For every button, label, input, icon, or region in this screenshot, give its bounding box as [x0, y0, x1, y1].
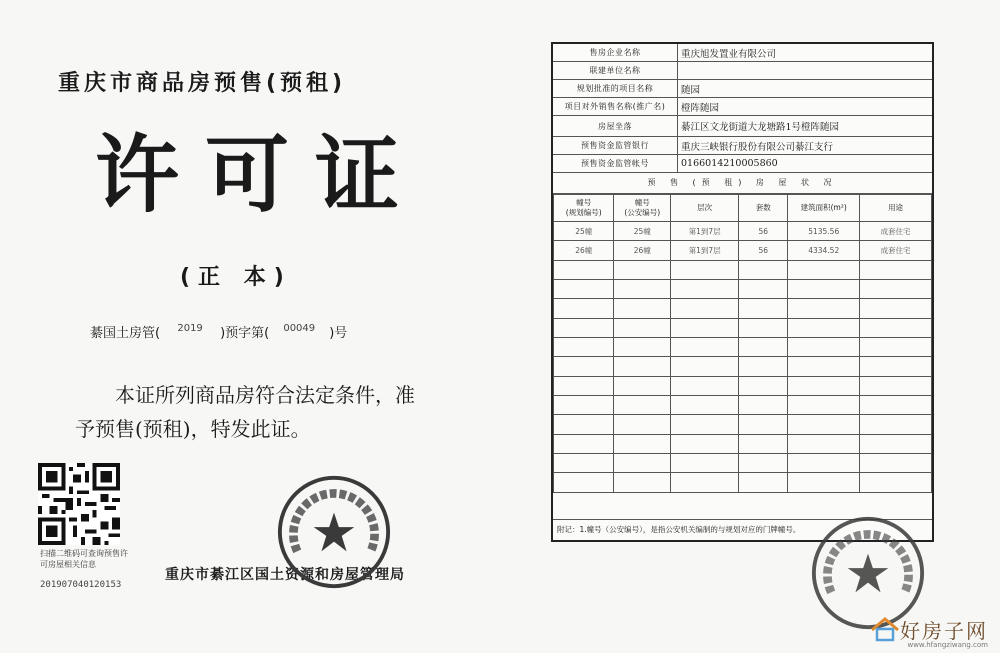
copy-type-label: (正 本) — [180, 265, 292, 290]
table-cell — [739, 260, 788, 279]
info-value: 随园 — [681, 84, 701, 96]
official-seal-icon — [276, 474, 392, 590]
table-cell — [614, 434, 671, 453]
table-cell: 第1到7层 — [671, 222, 739, 241]
table-cell: 26幢 — [554, 241, 614, 260]
permit-number-line — [90, 322, 347, 341]
table-cell — [554, 396, 614, 415]
table-cell: 5135.56 — [788, 222, 860, 241]
table-cell — [860, 357, 932, 376]
table-cell — [860, 318, 932, 337]
table-cell: 成套住宅 — [860, 241, 932, 260]
table-row — [554, 338, 932, 357]
info-row — [553, 137, 932, 155]
table-cell — [671, 434, 739, 453]
table-cell — [554, 473, 614, 492]
table-cell — [860, 434, 932, 453]
table-row — [554, 454, 932, 473]
permit-suffix: )号 — [329, 326, 348, 341]
info-row — [553, 44, 932, 62]
table-row — [554, 241, 932, 260]
table-cell — [739, 415, 788, 434]
table-cell: 第1到7层 — [671, 241, 739, 260]
table-cell — [739, 376, 788, 395]
info-key: 房屋坐落 — [553, 116, 678, 136]
presale-grid — [553, 194, 932, 493]
table-cell — [554, 415, 614, 434]
table-cell — [788, 376, 860, 395]
grid-column-header: 用途 — [860, 195, 932, 222]
table-cell — [739, 473, 788, 492]
table-row — [554, 473, 932, 492]
info-row — [553, 98, 932, 116]
certificate-body — [75, 378, 445, 446]
table-cell — [671, 376, 739, 395]
info-value: 橙阵随园 — [681, 102, 720, 114]
certificate-title: 许可证 — [95, 125, 426, 224]
table-cell — [671, 357, 739, 376]
table-cell — [739, 338, 788, 357]
info-value: 重庆旭发置业有限公司 — [681, 48, 777, 60]
body-line-2: 予预售(预租)，特发此证。 — [75, 417, 311, 441]
table-cell — [671, 415, 739, 434]
table-cell — [788, 299, 860, 318]
table-cell — [671, 299, 739, 318]
table-cell — [739, 280, 788, 299]
table-cell — [788, 318, 860, 337]
table-cell — [671, 338, 739, 357]
table-cell: 56 — [739, 222, 788, 241]
table-row — [554, 434, 932, 453]
grid-column-header: 幢号 (公安编号) — [614, 195, 671, 222]
grid-column-header: 套数 — [739, 195, 788, 222]
info-key: 项目对外销售名称(推广名) — [553, 98, 678, 115]
permit-mid: )预字第( — [220, 326, 270, 341]
table-cell — [614, 396, 671, 415]
table-row — [554, 299, 932, 318]
table-cell — [554, 318, 614, 337]
table-cell: 26幢 — [614, 241, 671, 260]
issuing-authority: 重庆市綦江区国土资源和房屋管理局 — [165, 567, 405, 583]
info-row — [553, 62, 932, 80]
table-cell — [739, 396, 788, 415]
table-cell — [860, 299, 932, 318]
table-row — [554, 318, 932, 337]
table-cell — [739, 434, 788, 453]
table-row — [554, 260, 932, 279]
table-cell — [614, 415, 671, 434]
table-cell — [554, 454, 614, 473]
table-cell — [860, 338, 932, 357]
table-cell — [554, 260, 614, 279]
table-cell — [788, 434, 860, 453]
site-watermark — [870, 611, 988, 647]
info-rows — [553, 44, 932, 173]
table-cell — [614, 299, 671, 318]
permit-prefix: 綦国土房管( — [90, 326, 161, 341]
table-cell — [860, 260, 932, 279]
table-row — [554, 357, 932, 376]
presale-heading: 预 售 (预 租) 房 屋 状 况 — [553, 173, 932, 194]
table-cell — [739, 454, 788, 473]
table-cell — [614, 318, 671, 337]
table-row — [554, 415, 932, 434]
info-row — [553, 80, 932, 98]
table-cell — [788, 260, 860, 279]
table-cell — [860, 396, 932, 415]
table-cell — [739, 357, 788, 376]
watermark-url: www.hfangziwang.com — [907, 641, 988, 649]
grid-body — [554, 222, 932, 493]
table-cell — [788, 357, 860, 376]
table-row — [554, 396, 932, 415]
table-cell: 成套住宅 — [860, 222, 932, 241]
table-cell — [614, 473, 671, 492]
table-cell: 25幢 — [614, 222, 671, 241]
house-logo-icon — [870, 616, 900, 642]
info-value: 重庆三峡银行股份有限公司綦江支行 — [681, 141, 834, 153]
info-key: 联建单位名称 — [553, 62, 678, 79]
info-value: 0166014210005860 — [681, 158, 778, 169]
table-cell — [788, 338, 860, 357]
info-key: 规划批准的项目名称 — [553, 80, 678, 97]
table-cell: 56 — [739, 241, 788, 260]
body-line-1: 本证所列商品房符合法定条件，准 — [115, 383, 415, 407]
table-row — [554, 222, 932, 241]
table-cell — [788, 473, 860, 492]
table-cell — [554, 434, 614, 453]
table-cell — [788, 280, 860, 299]
table-cell — [671, 260, 739, 279]
table-row — [554, 280, 932, 299]
table-cell — [614, 338, 671, 357]
info-key: 预售资金监管银行 — [553, 137, 678, 154]
table-cell: 25幢 — [554, 222, 614, 241]
grid-column-header: 层次 — [671, 195, 739, 222]
grid-header-row — [554, 195, 932, 222]
info-key: 售房企业名称 — [553, 44, 678, 61]
table-cell — [554, 357, 614, 376]
table-cell — [671, 396, 739, 415]
info-value: 綦江区文龙街道大龙塘路1号橙阵随园 — [681, 122, 840, 133]
info-key: 预售资金监管帐号 — [553, 155, 678, 172]
watermark-text: 好房子网 — [900, 618, 988, 643]
footnote: 附记：1.幢号（公安编号），是指公安机关编制的与规划对应的门牌幢号。 — [553, 519, 932, 540]
permit-year: 2019 — [177, 323, 203, 334]
table-cell — [860, 376, 932, 395]
qr-code-icon[interactable] — [38, 463, 120, 545]
table-cell — [671, 473, 739, 492]
certificate-subtitle: 重庆市商品房预售(预租) — [58, 71, 347, 96]
permit-number: 00049 — [283, 323, 316, 334]
serial-number: 201907040120153 — [40, 580, 122, 590]
table-cell — [554, 280, 614, 299]
qr-caption: 扫描二维码可查询预售许可房屋相关信息 — [40, 549, 128, 569]
table-cell — [739, 318, 788, 337]
table-cell — [860, 473, 932, 492]
table-cell — [788, 415, 860, 434]
table-cell — [614, 280, 671, 299]
table-cell — [554, 299, 614, 318]
table-cell — [614, 454, 671, 473]
info-row — [553, 116, 932, 137]
info-row — [553, 155, 932, 173]
table-cell — [860, 280, 932, 299]
table-row — [554, 376, 932, 395]
table-cell: 4334.52 — [788, 241, 860, 260]
table-cell — [554, 338, 614, 357]
table-cell — [671, 318, 739, 337]
table-cell — [739, 299, 788, 318]
table-cell — [671, 280, 739, 299]
table-cell — [614, 260, 671, 279]
table-cell — [614, 376, 671, 395]
table-cell — [788, 396, 860, 415]
table-cell — [554, 376, 614, 395]
table-cell — [614, 357, 671, 376]
table-cell — [671, 454, 739, 473]
grid-column-header: 幢号 (规划编号) — [554, 195, 614, 222]
grid-column-header: 建筑面积(m²) — [788, 195, 860, 222]
table-cell — [788, 454, 860, 473]
table-cell — [860, 415, 932, 434]
presale-info-table — [551, 42, 934, 542]
table-cell — [860, 454, 932, 473]
